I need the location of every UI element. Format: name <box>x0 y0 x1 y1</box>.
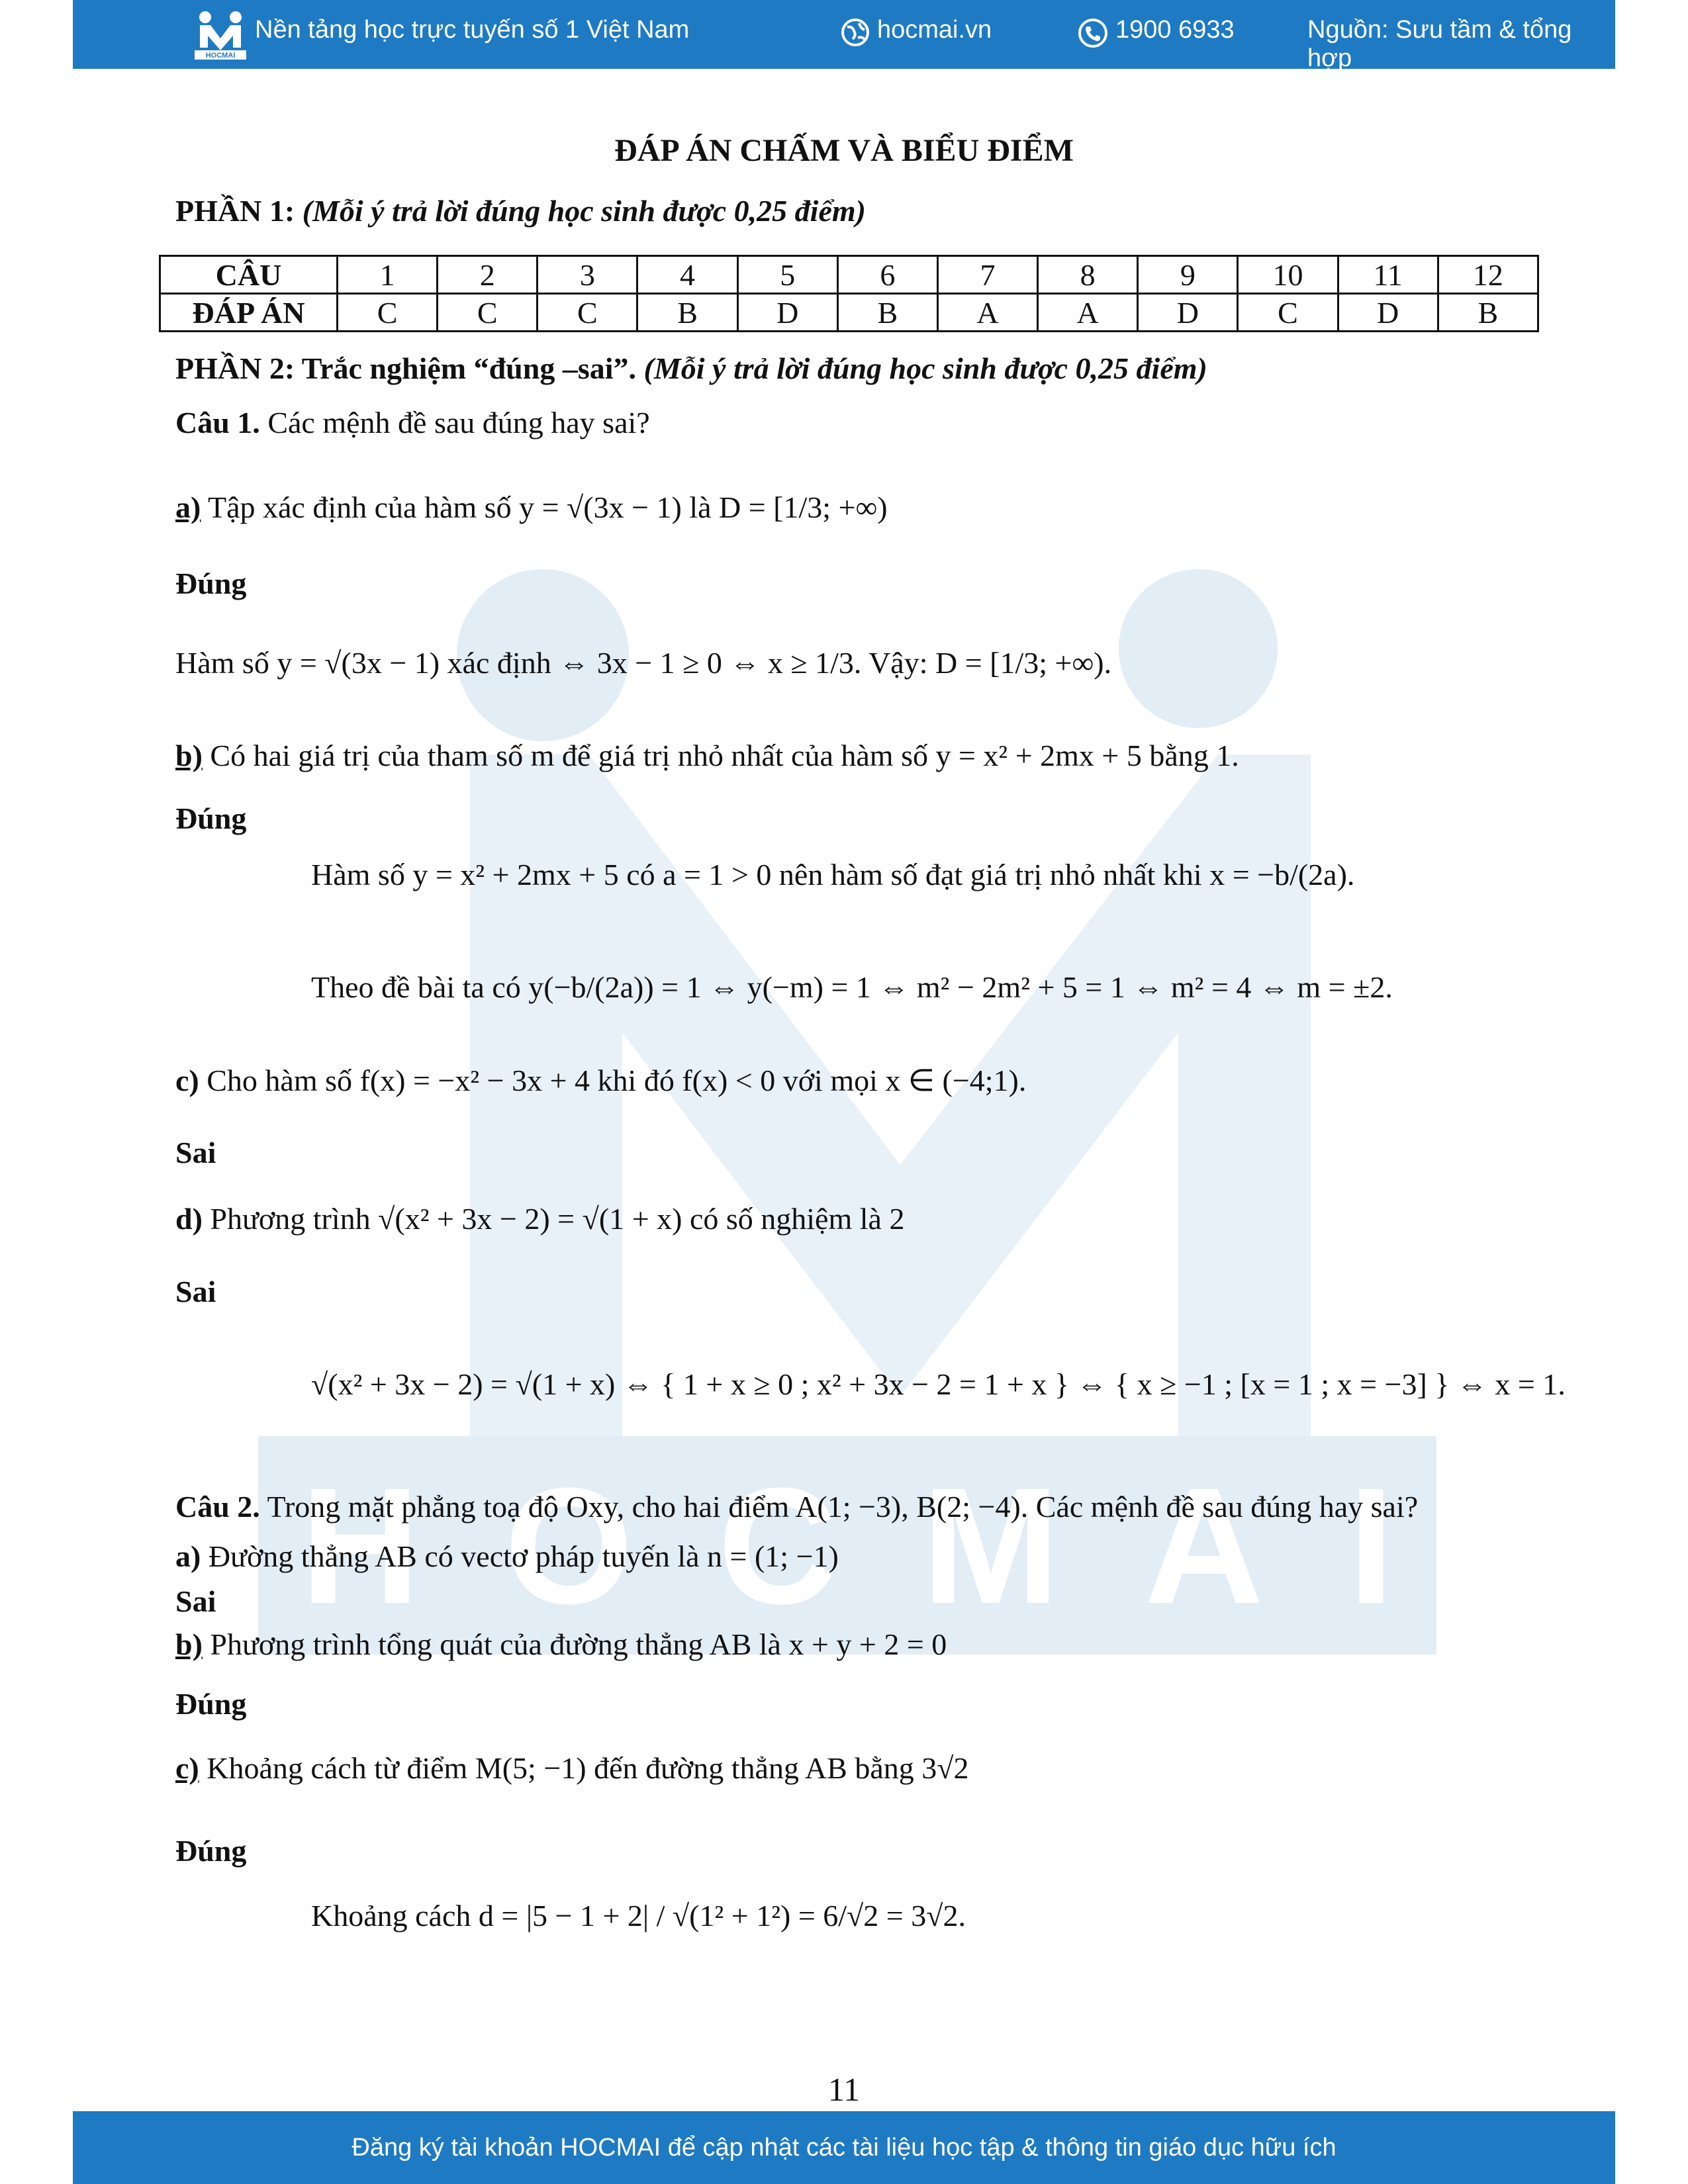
q1b-solution-1: Hàm số y = x² + 2mx + 5 có a = 1 > 0 nên hàm số đạt giá trị nhỏ nhất khi x = −b/(2a). <box>311 858 1355 891</box>
table-cell: D <box>1338 294 1438 332</box>
watermark-letter: C <box>718 1453 837 1638</box>
q2c-text: Khoảng cách từ điểm M(5; −1) đến đường thẳng AB bằng 3√2 <box>207 1751 969 1785</box>
q1-text: Các mệnh đề sau đúng hay sai? <box>267 406 650 439</box>
header-slogan: Nền tảng học trực tuyến số 1 Việt Nam <box>255 16 690 44</box>
table-row <box>160 256 1538 294</box>
answer-table <box>159 255 1539 332</box>
footer-text[interactable]: Đăng ký tài khoản HOCMAI để cập nhật các tài liệu học tập & thông tin giáo dục hữu ích <box>352 2134 1336 2161</box>
page-number: 11 <box>827 2071 861 2108</box>
logo-text: HOCMAI <box>205 52 236 60</box>
q1d-statement <box>175 1201 904 1236</box>
table-cell: 6 <box>837 256 937 294</box>
watermark-letter: M <box>921 1453 1060 1638</box>
table-cell: 10 <box>1238 256 1338 294</box>
q2b-label: b) <box>175 1627 203 1661</box>
table-cell: C <box>438 294 538 332</box>
table-cell: B <box>837 294 937 332</box>
q2b-text: Phương trình tổng quát của đường thẳng AB là x + y + 2 = 0 <box>210 1627 947 1661</box>
table-cell: D <box>1138 294 1238 332</box>
q1a-label: a) <box>175 490 201 524</box>
table-cell: C <box>1238 294 1338 332</box>
table-row-label: ĐÁP ÁN <box>160 294 338 332</box>
table-cell: 8 <box>1038 256 1138 294</box>
q2-prompt <box>175 1489 1418 1524</box>
watermark-letter: A <box>1144 1453 1264 1638</box>
table-cell: A <box>1038 294 1138 332</box>
q1d-result: Sai <box>175 1275 216 1308</box>
header-website-link[interactable]: hocmai.vn <box>877 16 992 44</box>
q2a-statement <box>175 1539 839 1574</box>
table-cell: D <box>737 294 837 332</box>
q1a-text: Tập xác định của hàm số y = √(3x − 1) là D = [1/3; +∞) <box>208 490 888 524</box>
q1b-label: b) <box>175 739 203 772</box>
q1a-solution: Hàm số y = √(3x − 1) xác định ⇔ 3x − 1 ≥ 0 ⇔ x ≥ 1/3. Vậy: D = [1/3; +∞). <box>175 646 1112 680</box>
q1b-solution-2: Theo đề bài ta có y(−b/(2a)) = 1 ⇔ y(−m) = 1 ⇔ m² − 2m² + 5 = 1 ⇔ m² = 4 ⇔ m = ±2. <box>311 970 1393 1004</box>
q2c-label: c) <box>175 1751 199 1785</box>
table-cell: 5 <box>737 256 837 294</box>
watermark-letter: I <box>1348 1453 1395 1638</box>
q2a-text: Đường thẳng AB có vectơ pháp tuyến là n = (1; −1) <box>208 1539 839 1573</box>
q2-text: Trong mặt phẳng toạ độ Oxy, cho hai điểm A(1; −3), B(2; −4). Các mệnh đề sau đúng hay sai? <box>267 1490 1419 1524</box>
watermark-letter: H <box>300 1453 420 1638</box>
table-cell: C <box>338 294 438 332</box>
table-cell: B <box>637 294 737 332</box>
table-cell: 1 <box>338 256 438 294</box>
q1a-statement <box>175 490 888 525</box>
q1b-statement <box>175 738 1239 773</box>
table-cell: A <box>937 294 1037 332</box>
q2c-statement <box>175 1751 969 1786</box>
q1c-text: Cho hàm số f(x) = −x² − 3x + 4 khi đó f(x) < 0 với mọi x ∈ (−4;1). <box>207 1064 1027 1097</box>
q2b-statement <box>175 1627 947 1662</box>
table-cell: 4 <box>637 256 737 294</box>
table-cell: 12 <box>1438 256 1538 294</box>
footer-bar <box>73 2111 1615 2184</box>
q2b-result: Đúng <box>175 1687 247 1721</box>
header-phone-link[interactable]: 1900 6933 <box>1115 16 1235 44</box>
table-cell: 3 <box>538 256 637 294</box>
part2-note: (Mỗi ý trả lời đúng học sinh được 0,25 điểm) <box>643 351 1207 385</box>
q2c-result: Đúng <box>175 1834 247 1868</box>
q2-label: Câu 2. <box>175 1490 260 1524</box>
part1-heading <box>175 193 866 228</box>
q1-label: Câu 1. <box>175 406 260 439</box>
header-source: Nguồn: Sưu tầm & tổng hợp <box>1307 16 1572 72</box>
table-cell: 2 <box>438 256 538 294</box>
page-title: ĐÁP ÁN CHẤM VÀ BIỂU ĐIỂM <box>614 133 1074 168</box>
table-cell: 9 <box>1138 256 1238 294</box>
q2a-label: a) <box>175 1539 201 1573</box>
table-row <box>160 294 1538 332</box>
q1-prompt <box>175 405 650 440</box>
table-cell: 7 <box>937 256 1037 294</box>
part2-heading-label: PHẦN 2: Trắc nghiệm “đúng –sai”. <box>175 351 637 385</box>
q2c-solution: Khoảng cách d = |5 − 1 + 2| / √(1² + 1²) = 6/√2 = 3√2. <box>311 1899 966 1933</box>
q1c-result: Sai <box>175 1136 216 1169</box>
table-row-label: CÂU <box>160 256 338 294</box>
q1b-text: Có hai giá trị của tham số m để giá trị nhỏ nhất của hàm số y = x² + 2mx + 5 bằng 1. <box>210 739 1239 772</box>
q1c-statement <box>175 1062 1026 1098</box>
q1d-solution: √(x² + 3x − 2) = √(1 + x) ⇔ { 1 + x ≥ 0 ; x² + 3x − 2 = 1 + x } ⇔ { x ≥ −1 ; [x = 1 ; x = −3] } ⇔ x = 1. <box>311 1367 1566 1401</box>
part2-heading <box>175 351 1207 386</box>
q1d-label: d) <box>175 1202 203 1236</box>
q1b-result: Đúng <box>175 801 247 835</box>
part1-heading-label: PHẦN 1: <box>175 194 295 228</box>
q2a-result: Sai <box>175 1584 216 1618</box>
table-cell: C <box>538 294 637 332</box>
table-cell: 11 <box>1338 256 1438 294</box>
table-cell: B <box>1438 294 1538 332</box>
q1c-label: c) <box>175 1064 199 1097</box>
q1d-text: Phương trình √(x² + 3x − 2) = √(1 + x) có số nghiệm là 2 <box>210 1202 905 1236</box>
q1a-result: Đúng <box>175 567 247 600</box>
watermark-letter: O <box>504 1453 633 1638</box>
part1-note: (Mỗi ý trả lời đúng học sinh được 0,25 điểm) <box>302 194 866 228</box>
